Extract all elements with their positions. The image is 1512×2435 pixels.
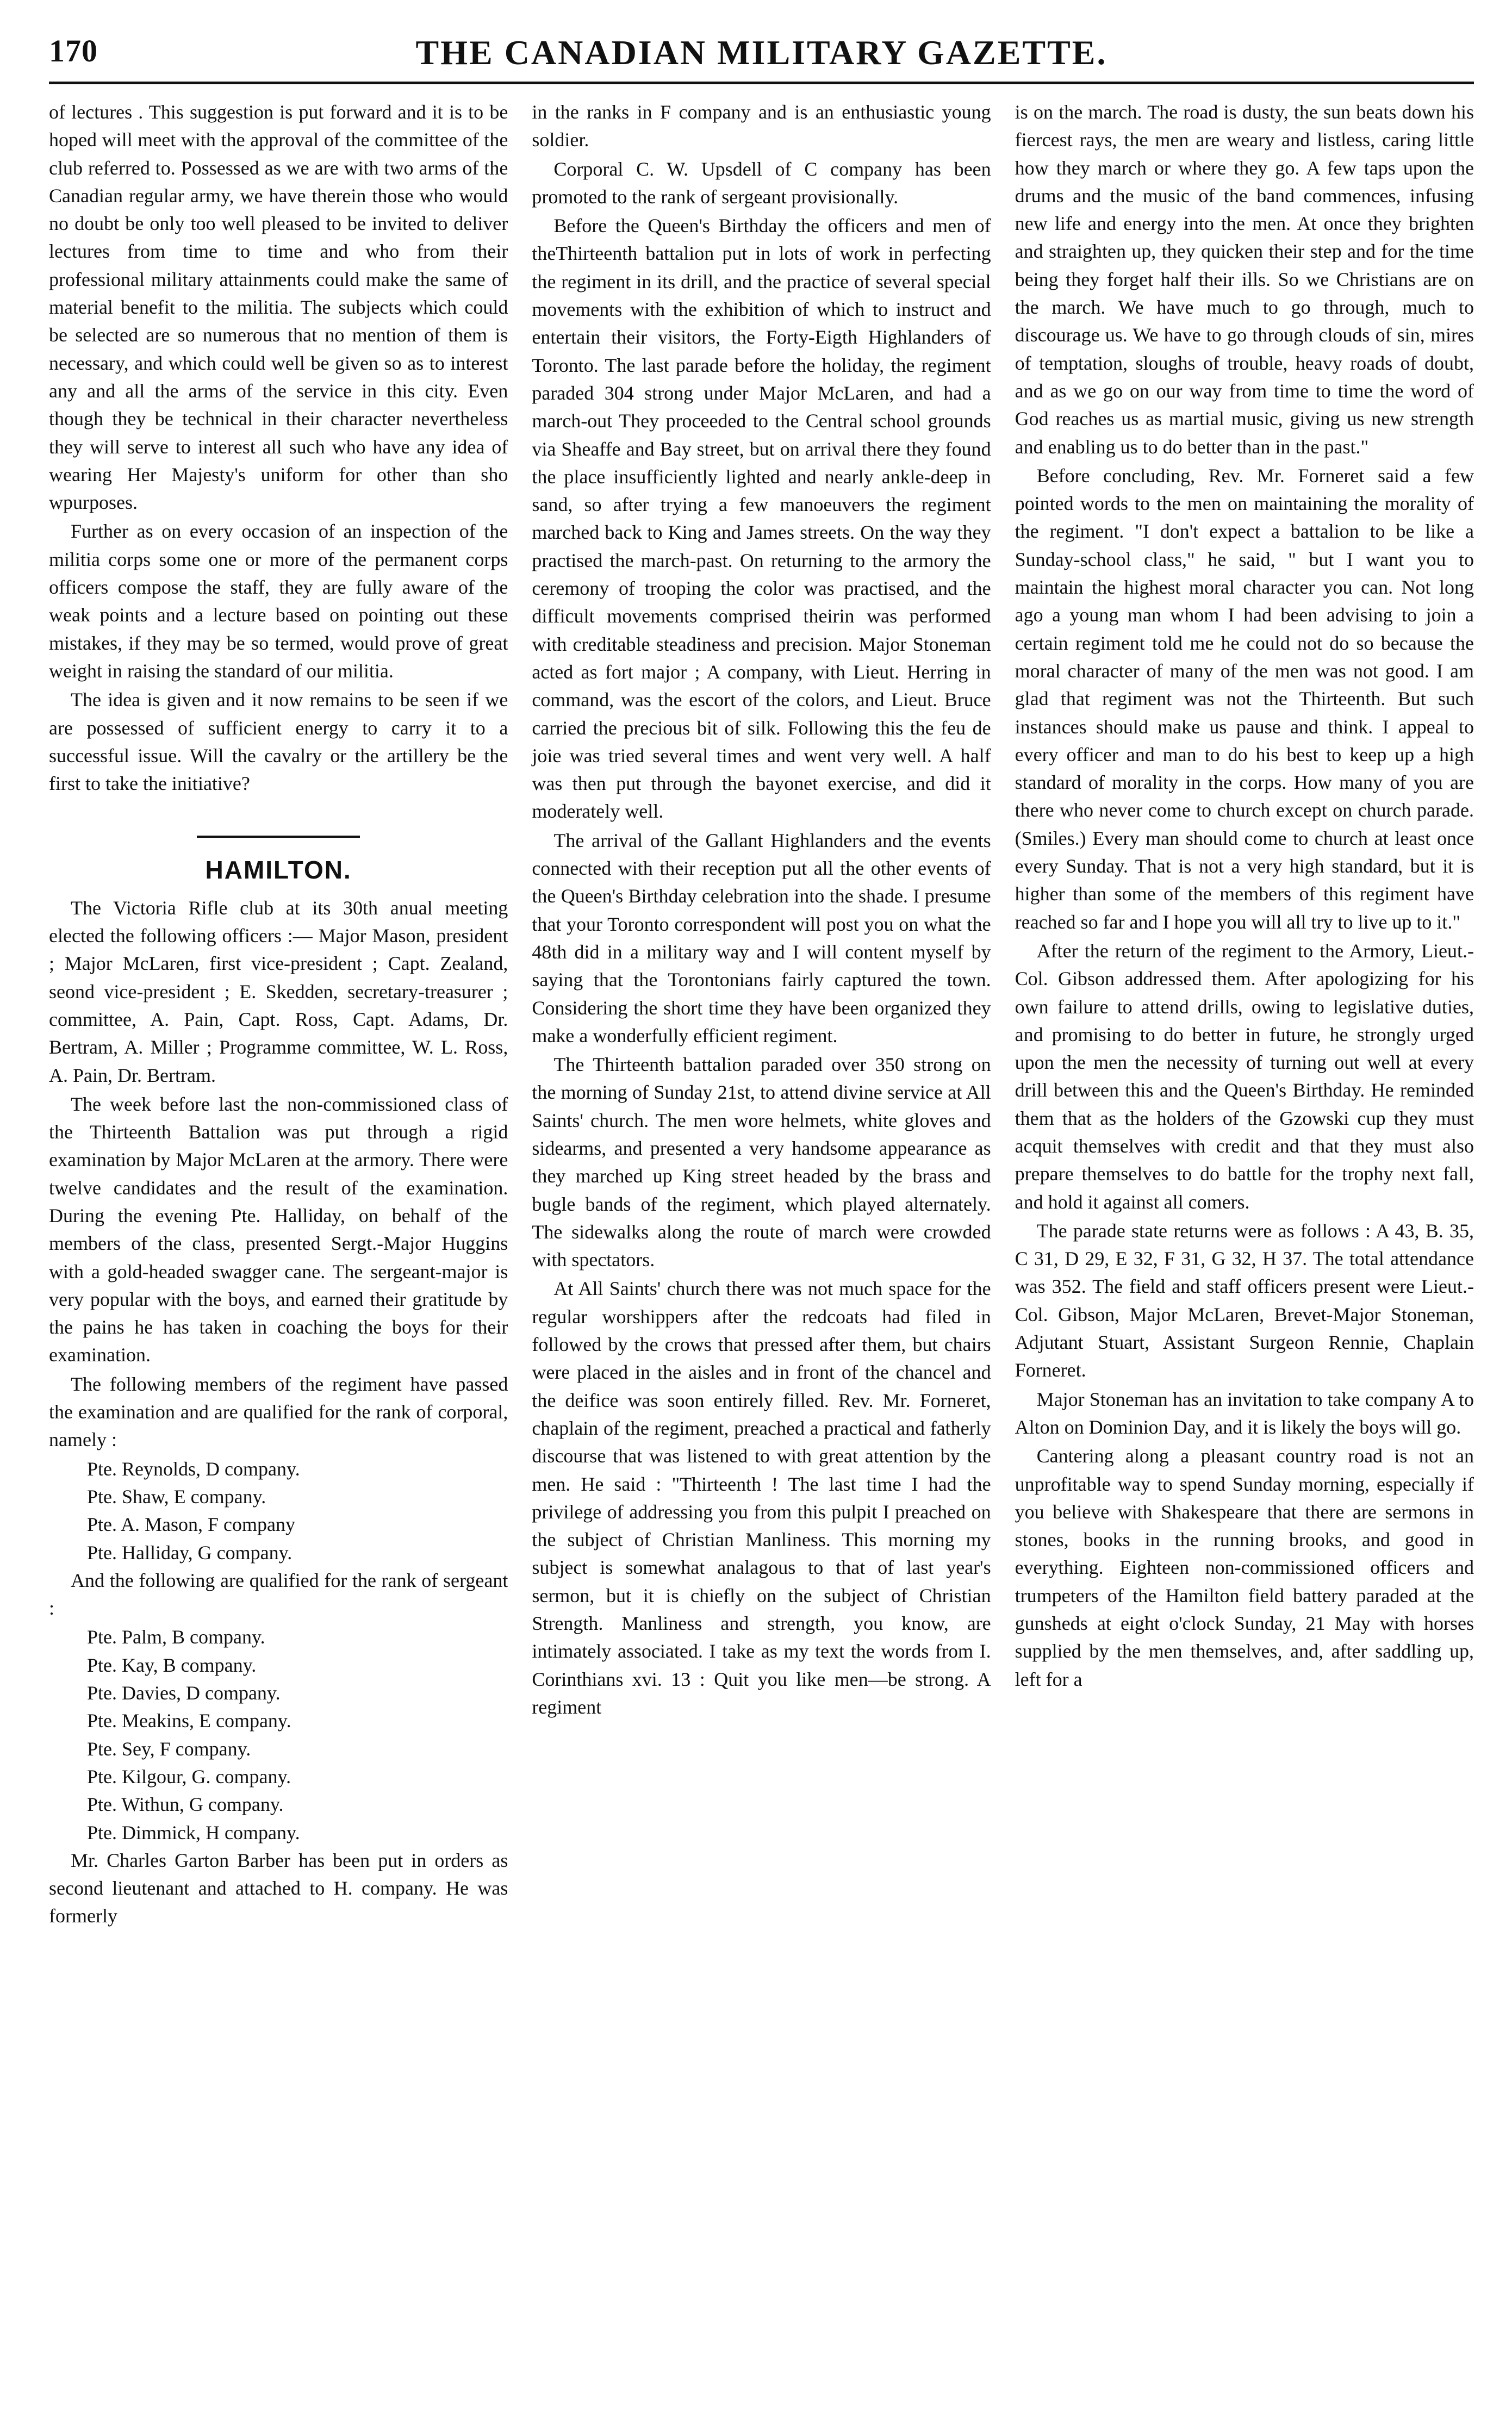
paragraph: in the ranks in F company and is an enthusiastic young soldier. [532, 101, 991, 151]
paragraph: Before the Queen's Birthday the officers and men of theThirteenth battalion put in lots of work in perfecting the regiment in its drill, and the practice of several special movements with the exhibition of which to instruct and entertain their visitors, the Forty-Eigth Highlanders of Toronto. The last parade before the holiday, the regiment paraded 304 strong under Major McLaren, and had a march-out They proceeded to the Central school grounds via Sheaffe and Bay street, but on arrival there they found the place insufficiently lighted and nearly ankle-deep in sand, so after trying a few manoeuvers the regiment marched back to King and James streets. On the way they practised the march-past. On returning to the armory the ceremony of trooping the color was practised, and the difficult movements comprised theirin was performed with creditable steadiness and precision. Major Stoneman acted as fort major ; A company, with Lieut. Herring in command, was the escort of the colors, and Lieut. Bruce carried the precious bit of silk. Following this the feu de joie was tried several times and went very well. A half was then put through the bayonet exercise, and did it moderately well. [532, 215, 991, 823]
paragraph: Cantering along a pleasant country road is not an unprofitable way to spend Sunday morning, especially if you believe with Shakespeare that there are sermons in stones, books in the running brooks, and good in everything. Eighteen non-commissioned officers and trumpeters of the Hamilton field battery paraded at the gunsheds at eight o'clock Sunday, 21 May with horses supplied by the men themselves, and, after saddling up, left for a [1015, 1445, 1474, 1690]
paragraph: The parade state returns were as follows : A 43, B. 35, C 31, D 29, E 32, F 31, G 32, H 37. The total attendance was 352. The field and staff officers present were Lieut.-Col. Gibson, Major McLaren, Brevet-Major Stoneman, Adjutant Stuart, Assistant Surgeon Rennie, Chaplain Forneret. [1015, 1219, 1474, 1381]
page-number: 170 [49, 33, 98, 68]
column-2 [532, 98, 991, 1932]
section-divider [197, 836, 360, 838]
paragraph: Major Stoneman has an invitation to take company A to Alton on Dominion Day, and it is likely the boys will go. [1015, 1388, 1474, 1438]
paragraph: And the following are qualified for the rank of sergeant : [49, 1569, 508, 1620]
paragraph: Before concluding, Rev. Mr. Forneret said a few pointed words to the men on maintaining the morality of the regiment. "I don't expect a battalion to be like a Sunday-school class," he said, " but I want you to maintain the highest moral character you can. Not long ago a young man whom I had been advising to join a certain regiment told me he could not do so because the moral character of many of the men was not good. I am glad that regiment was not the Thirteenth. But such instances should make us pause and think. I appeal to every officer and man to do his best to keep up a high standard of morality in the corps. How many of you are there who never come to church except on church parade. (Smiles.) Every man should come to church at least once every Sunday. That is not a very high standard, but it is higher than some of the members of this regiment have reached so far and I hope you will all try to live up to it." [1015, 464, 1474, 933]
paragraph: Mr. Charles Garton Barber has been put in orders as second lieutenant and attached to H. company. He was formerly [49, 1849, 508, 1927]
paragraph: of lectures . This suggestion is put forward and it is to be hoped will meet with the approval of the committee of the club referred to. Possessed as we are with two arms of the Canadian regular army, we have therein those who would no doubt be only too well pleased to be invited to deliver lectures from time to time and who from their professional military attainments could make the same of material benefit to the militia. The subjects which could be selected are so numerous that no mention of them is necessary, and which could well be given so as to interest any and all the arms of the service in this city. Even though they be technical in their character nevertheless they will serve to interest all such who have any idea of wearing Her Majesty's uniform for other than sho wpurposes. [49, 101, 508, 514]
sergeant-list-item: Pte. Kay, B company. [87, 1654, 257, 1676]
sergeant-list-item: Pte. Meakins, E company. [87, 1710, 291, 1732]
sergeant-list-item: Pte. Kilgour, G. company. [87, 1765, 291, 1788]
sergeant-list-item: Pte. Dimmick, H company. [87, 1821, 300, 1844]
paragraph: At All Saints' church there was not much space for the regular worshippers after the redcoats had filed in followed by the crows that pressed after them, but chairs were placed in the aisles and in front of the chancel and the deifice was soon entirely filled. Rev. Mr. Forneret, chaplain of the regiment, preached a practical and fatherly discourse that was listened to with great attention by the men. He said : "Thirteenth ! The last time I had the privilege of addressing you from this pulpit I preached on the subject of Christian Manliness. This morning my subject is somewhat analagous to that of last year's sermon, but it is chiefly on the subject of Christian Strength. Manliness and strength, you know, are intimately associated. I take as my text the words from I. Corinthians xvi. 13 : Quit you like men—be strong. A regiment [532, 1278, 991, 1718]
corporal-list-item: Pte. Shaw, E company. [87, 1485, 266, 1508]
corporal-list-item: Pte. Halliday, G company. [87, 1541, 293, 1564]
section-heading-hamilton: HAMILTON. [205, 856, 352, 885]
paragraph: The following members of the regiment have passed the examination and are qualified for the rank of corporal, namely : [49, 1373, 508, 1451]
sergeant-list-item: Pte. Palm, B company. [87, 1626, 265, 1648]
paragraph: After the return of the regiment to the Armory, Lieut.-Col. Gibson addressed them. After apologizing for his own failure to attend drills, owing to legislative duties, and promising to do better in future, he strongly urged upon the men the necessity of turning out well at every drill between this and the Queen's Birthday. He reminded them that as the holders of the Gzowski cup they must acquit themselves with credit and that they must also prepare themselves to do battle for the trophy next fall, and hold it against all comers. [1015, 939, 1474, 1213]
corporal-list-item: Pte. Reynolds, D company. [87, 1458, 300, 1480]
paragraph: Further as on every occasion of an inspection of the militia corps some one or more of the permanent corps officers compose the staff, they are fully aware of the weak points and a lecture based on pointing out these mistakes, if they may be so termed, would prove of great weight in raising the standard of our militia. [49, 520, 508, 682]
column-3 [1015, 98, 1474, 1932]
paragraph: The arrival of the Gallant Highlanders and the events connected with their reception put all the other events of the Queen's Birthday celebration into the shade. I presume that your Toronto correspondent will post you on what the 48th did in a military way and I will content myself by saying that the Torontonians fairly captured the town. Considering the short time they have been organized they make a wonderfully efficient regiment. [532, 829, 991, 1047]
paragraph: The Thirteenth battalion paraded over 350 strong on the morning of Sunday 21st, to attend divine service at All Saints' church. The men wore helmets, white gloves and sidearms, and presented a very handsome appearance as they marched up King street headed by the brass and bugle bands of the regiment, which played alternately. The sidewalks along the route of march were crowded with spectators. [532, 1054, 991, 1271]
article-columns [49, 98, 1474, 1932]
corporal-list-item: Pte. A. Mason, F company [87, 1514, 295, 1536]
column-1 [49, 98, 508, 1932]
masthead [49, 33, 1474, 84]
running-title: THE CANADIAN MILITARY GAZETTE. [415, 33, 1107, 72]
paragraph: The Victoria Rifle club at its 30th anual meeting elected the following officers :— Major Mason, president ; Major McLaren, first vice-president ; Capt. Zealand, seond vice-president ; E. Skedden, secretary-treasurer ; committee, A. Pain, Capt. Ross, Capt. Adams, Dr. Bertram, A. Miller ; Programme committee, W. L. Ross, A. Pain, Dr. Bertram. [49, 896, 508, 1086]
sergeant-list-item: Pte. Sey, F company. [87, 1737, 251, 1760]
paragraph: The week before last the non-commissioned class of the Thirteenth Battalion was put through a rigid examination by Major McLaren at the armory. There were twelve candidates and the result of the examination. During the evening Pte. Halliday, on behalf of the members of the class, presented Sergt.-Major Huggins with a gold-headed swagger cane. The sergeant-major is very popular with the boys, and earned their gratitude by the pains he has taken in coaching the boys for their examination. [49, 1093, 508, 1366]
sergeant-list-item: Pte. Davies, D company. [87, 1682, 281, 1704]
paragraph: Corporal C. W. Upsdell of C company has been promoted to the rank of sergeant provisionally. [532, 158, 991, 208]
paragraph: is on the march. The road is dusty, the sun beats down his fiercest rays, the men are weary and listless, caring little how they march or where they go. A few taps upon the drums and the music of the band commences, infusing new life and energy into the men. At once they brighten and straighten up, they quicken their step and for the time being they forget half their ills. So we Christians are on the march. We have much to go through, much to discourage us. We have to go through clouds of sin, mires of temptation, sloughs of trouble, heavy roads of doubt, and as we go on our way from time to time the word of God reaches us as martial music, giving us new strength and enabling us to do better than in the past." [1015, 101, 1474, 458]
sergeant-list-item: Pte. Withun, G company. [87, 1793, 284, 1816]
paragraph: The idea is given and it now remains to be seen if we are possessed of sufficient energy to carry it to a successful issue. Will the cavalry or the artillery be the first to take the initiative? [49, 689, 508, 795]
